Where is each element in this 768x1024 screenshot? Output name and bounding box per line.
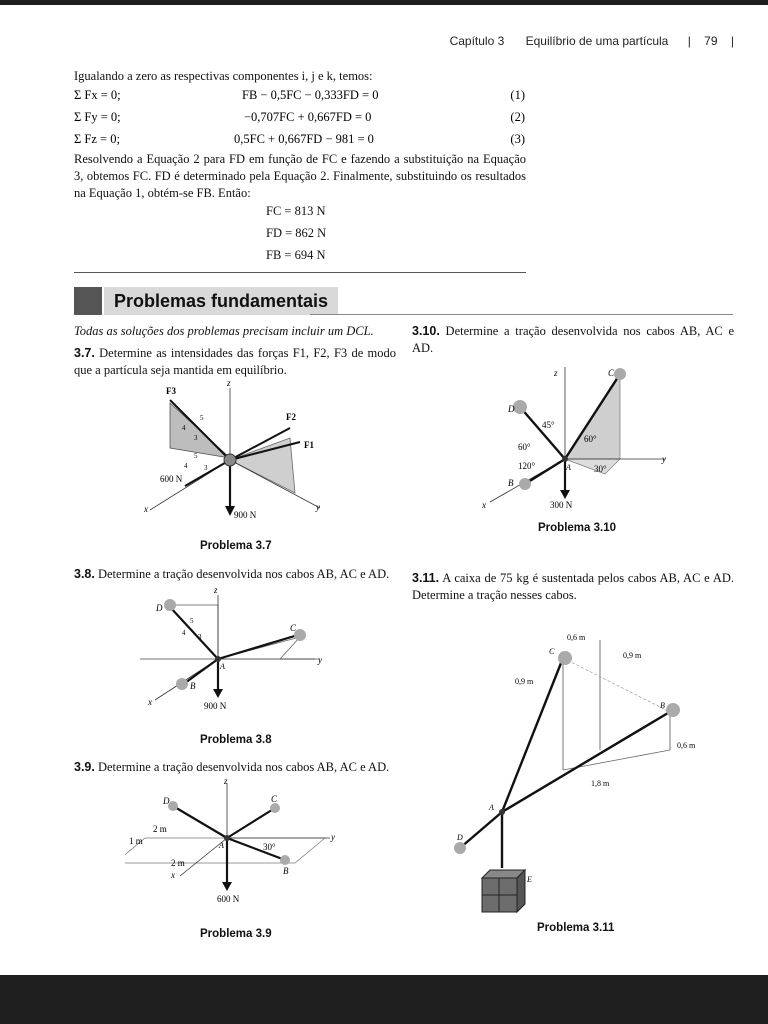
problem-number: 3.9. bbox=[74, 760, 95, 774]
ratio-label: 4 bbox=[182, 424, 186, 432]
label-z: z bbox=[227, 378, 231, 388]
label-y: y bbox=[662, 454, 666, 464]
equation-number: (1) bbox=[510, 88, 525, 102]
equation-number: (2) bbox=[510, 110, 525, 124]
figure-3-10 bbox=[470, 362, 680, 517]
ground-plane bbox=[125, 838, 325, 863]
intro-text: Igualando a zero as respectivas componentes i, j e k, temos: bbox=[74, 69, 373, 83]
label-z: z bbox=[554, 368, 558, 378]
result-fd: FD = 862 N bbox=[266, 226, 327, 240]
caption-3-8: Problema 3.8 bbox=[200, 734, 272, 746]
problem-number: 3.7. bbox=[74, 346, 95, 360]
cable-ac bbox=[227, 808, 275, 838]
chapter-label: Capítulo 3 bbox=[449, 34, 505, 48]
angle-30: 30° bbox=[263, 842, 276, 852]
dim-06m: 0,6 m bbox=[567, 633, 586, 642]
angle-60-left: 60° bbox=[518, 442, 531, 452]
problem-3-8 bbox=[74, 566, 404, 583]
support-c bbox=[558, 651, 572, 665]
label-600n: 600 N bbox=[217, 894, 240, 904]
label-f1: F1 bbox=[304, 440, 314, 450]
label-900n: 900 N bbox=[234, 510, 257, 520]
ratio-label: 5 bbox=[190, 617, 194, 625]
label-y: y bbox=[316, 502, 320, 512]
label-d: D bbox=[457, 833, 463, 842]
figure-3-9 bbox=[125, 778, 345, 913]
caption-3-10: Problema 3.10 bbox=[538, 522, 616, 534]
equation: FB − 0,5FC − 0,333FD = 0 bbox=[242, 88, 379, 102]
ratio-label: 3 bbox=[204, 464, 208, 472]
ratio-label: 3 bbox=[198, 633, 202, 641]
angle-120: 120° bbox=[518, 461, 536, 471]
dim-2m: 2 m bbox=[153, 824, 167, 834]
dim-18m: 1,8 m bbox=[591, 779, 610, 788]
label-x: x bbox=[148, 697, 152, 707]
label-f2: F2 bbox=[286, 412, 296, 422]
problem-text: Determine a tração desenvolvida nos cabos AB, AC e AD. bbox=[412, 324, 734, 355]
support-b bbox=[176, 678, 188, 690]
support-d bbox=[164, 599, 176, 611]
page-header bbox=[440, 34, 734, 48]
support-b bbox=[666, 703, 680, 717]
result-fc: FC = 813 N bbox=[266, 204, 326, 218]
label-z: z bbox=[214, 585, 218, 595]
particle bbox=[224, 454, 236, 466]
label-d: D bbox=[163, 796, 170, 806]
label-c: C bbox=[608, 368, 615, 378]
problem-text: Determine a tração desenvolvida nos cabos AB, AC e AD. bbox=[97, 760, 390, 774]
point-a bbox=[562, 456, 568, 462]
header-separator: | bbox=[687, 34, 691, 48]
support-d bbox=[513, 400, 527, 414]
label-c: C bbox=[549, 647, 555, 656]
plane-shading bbox=[565, 459, 620, 474]
top-bar bbox=[0, 0, 768, 5]
ratio-label: 5 bbox=[200, 414, 204, 422]
label-b: B bbox=[660, 701, 665, 710]
label-c: C bbox=[290, 623, 297, 633]
dim-09m-top: 0,9 m bbox=[623, 651, 642, 660]
label-900n: 900 N bbox=[204, 701, 227, 711]
crate-icon bbox=[482, 870, 525, 912]
equation-label: Σ Fz = 0; bbox=[74, 132, 120, 146]
arrow-head bbox=[213, 689, 223, 698]
figure-3-11 bbox=[445, 620, 715, 920]
dim-06m-right: 0,6 m bbox=[677, 741, 696, 750]
label-y: y bbox=[331, 832, 335, 842]
angle-45: 45° bbox=[542, 420, 555, 430]
label-e: E bbox=[527, 875, 532, 884]
angle-30: 30° bbox=[594, 464, 607, 474]
cable-ac bbox=[218, 635, 298, 659]
problem-3-9 bbox=[74, 759, 404, 776]
point-a bbox=[224, 835, 230, 841]
problem-number: 3.10. bbox=[412, 324, 440, 338]
support-c bbox=[270, 803, 280, 813]
point-a bbox=[499, 809, 505, 815]
problem-3-7 bbox=[74, 345, 396, 379]
label-x: x bbox=[171, 870, 175, 880]
label-d: D bbox=[508, 404, 515, 414]
label-b: B bbox=[508, 478, 514, 488]
cable-ad bbox=[170, 607, 218, 659]
dim-2m-b: 2 m bbox=[171, 858, 185, 868]
support-c bbox=[614, 368, 626, 380]
dim-09m-left: 0,9 m bbox=[515, 677, 534, 686]
caption-3-9: Problema 3.9 bbox=[200, 928, 272, 940]
divider bbox=[74, 272, 526, 273]
problem-text: Determine a tração desenvolvida nos cabos AB, AC e AD. bbox=[97, 567, 390, 581]
label-a: A bbox=[489, 803, 494, 812]
bottom-bar bbox=[0, 975, 768, 1024]
dim-1m: 1 m bbox=[129, 836, 143, 846]
cable-ad bbox=[460, 812, 502, 848]
label-a: A bbox=[220, 662, 225, 671]
section-marker bbox=[74, 287, 102, 315]
result-fb: FB = 694 N bbox=[266, 248, 326, 262]
cable-ab bbox=[502, 710, 673, 812]
equation: 0,5FC + 0,667FD − 981 = 0 bbox=[234, 132, 374, 146]
label-600n: 600 N bbox=[160, 474, 183, 484]
label-c: C bbox=[271, 794, 278, 804]
ratio-label: 4 bbox=[184, 462, 188, 470]
section-title: Problemas fundamentais bbox=[104, 287, 338, 315]
ratio-label: 3 bbox=[194, 434, 198, 442]
page-number: 79 bbox=[704, 34, 718, 48]
cable-ab bbox=[227, 838, 285, 860]
equation: −0,707FC + 0,667FD = 0 bbox=[244, 110, 372, 124]
angle-60-right: 60° bbox=[584, 434, 597, 444]
label-y: y bbox=[318, 655, 322, 665]
ratio-label: 5 bbox=[194, 452, 198, 460]
problem-text: A caixa de 75 kg é sustentada pelos cabos AB, AC e AD. Determine a tração nesses cabos. bbox=[412, 571, 734, 602]
label-a: A bbox=[219, 841, 224, 850]
equation-number: (3) bbox=[510, 132, 525, 146]
force-600n bbox=[185, 460, 230, 486]
label-a: A bbox=[566, 463, 571, 472]
problem-number: 3.8. bbox=[74, 567, 95, 581]
equation-label: Σ Fx = 0; bbox=[74, 88, 121, 102]
figure-3-8 bbox=[140, 585, 340, 715]
figure-3-7 bbox=[130, 378, 350, 528]
label-z: z bbox=[224, 778, 228, 786]
problem-3-11 bbox=[412, 570, 734, 604]
cable-ad bbox=[173, 806, 227, 838]
section-underline bbox=[310, 314, 733, 315]
equation-label: Σ Fy = 0; bbox=[74, 110, 121, 124]
support-b bbox=[280, 855, 290, 865]
label-x: x bbox=[144, 504, 148, 514]
section-note: Todas as soluções dos problemas precisam incluir um DCL. bbox=[74, 324, 374, 338]
label-x: x bbox=[482, 500, 486, 510]
support-d bbox=[454, 842, 466, 854]
problem-number: 3.11. bbox=[412, 571, 440, 585]
label-f3: F3 bbox=[166, 386, 176, 396]
problem-3-10 bbox=[412, 323, 734, 357]
header-separator: | bbox=[730, 34, 734, 48]
support-b bbox=[519, 478, 531, 490]
cable-ab bbox=[185, 659, 218, 683]
caption-3-11: Problema 3.11 bbox=[537, 922, 615, 934]
problem-text: Determine as intensidades das forças F1, F2, F3 de modo que a partícula seja mantida em equilíbrio. bbox=[74, 346, 396, 377]
ratio-label: 4 bbox=[182, 629, 186, 637]
label-d: D bbox=[156, 603, 163, 613]
arrow-head bbox=[222, 882, 232, 891]
frame-line bbox=[563, 658, 670, 712]
arrow-head bbox=[560, 490, 570, 499]
caption-3-7: Problema 3.7 bbox=[200, 540, 272, 552]
label-300n: 300 N bbox=[550, 500, 573, 510]
label-b: B bbox=[283, 866, 289, 876]
label-b: B bbox=[190, 681, 196, 691]
support-d bbox=[168, 801, 178, 811]
chapter-title: Equilíbrio de uma partícula bbox=[525, 34, 669, 48]
resolve-paragraph: Resolvendo a Equação 2 para FD em função de FC e fazendo a substituição na Equação 3, obtemos FC. FD é determinado pela Equação 2. Finalmente, substituindo os resultados na Equação 1, obtém-se FB. Então: bbox=[74, 152, 526, 200]
